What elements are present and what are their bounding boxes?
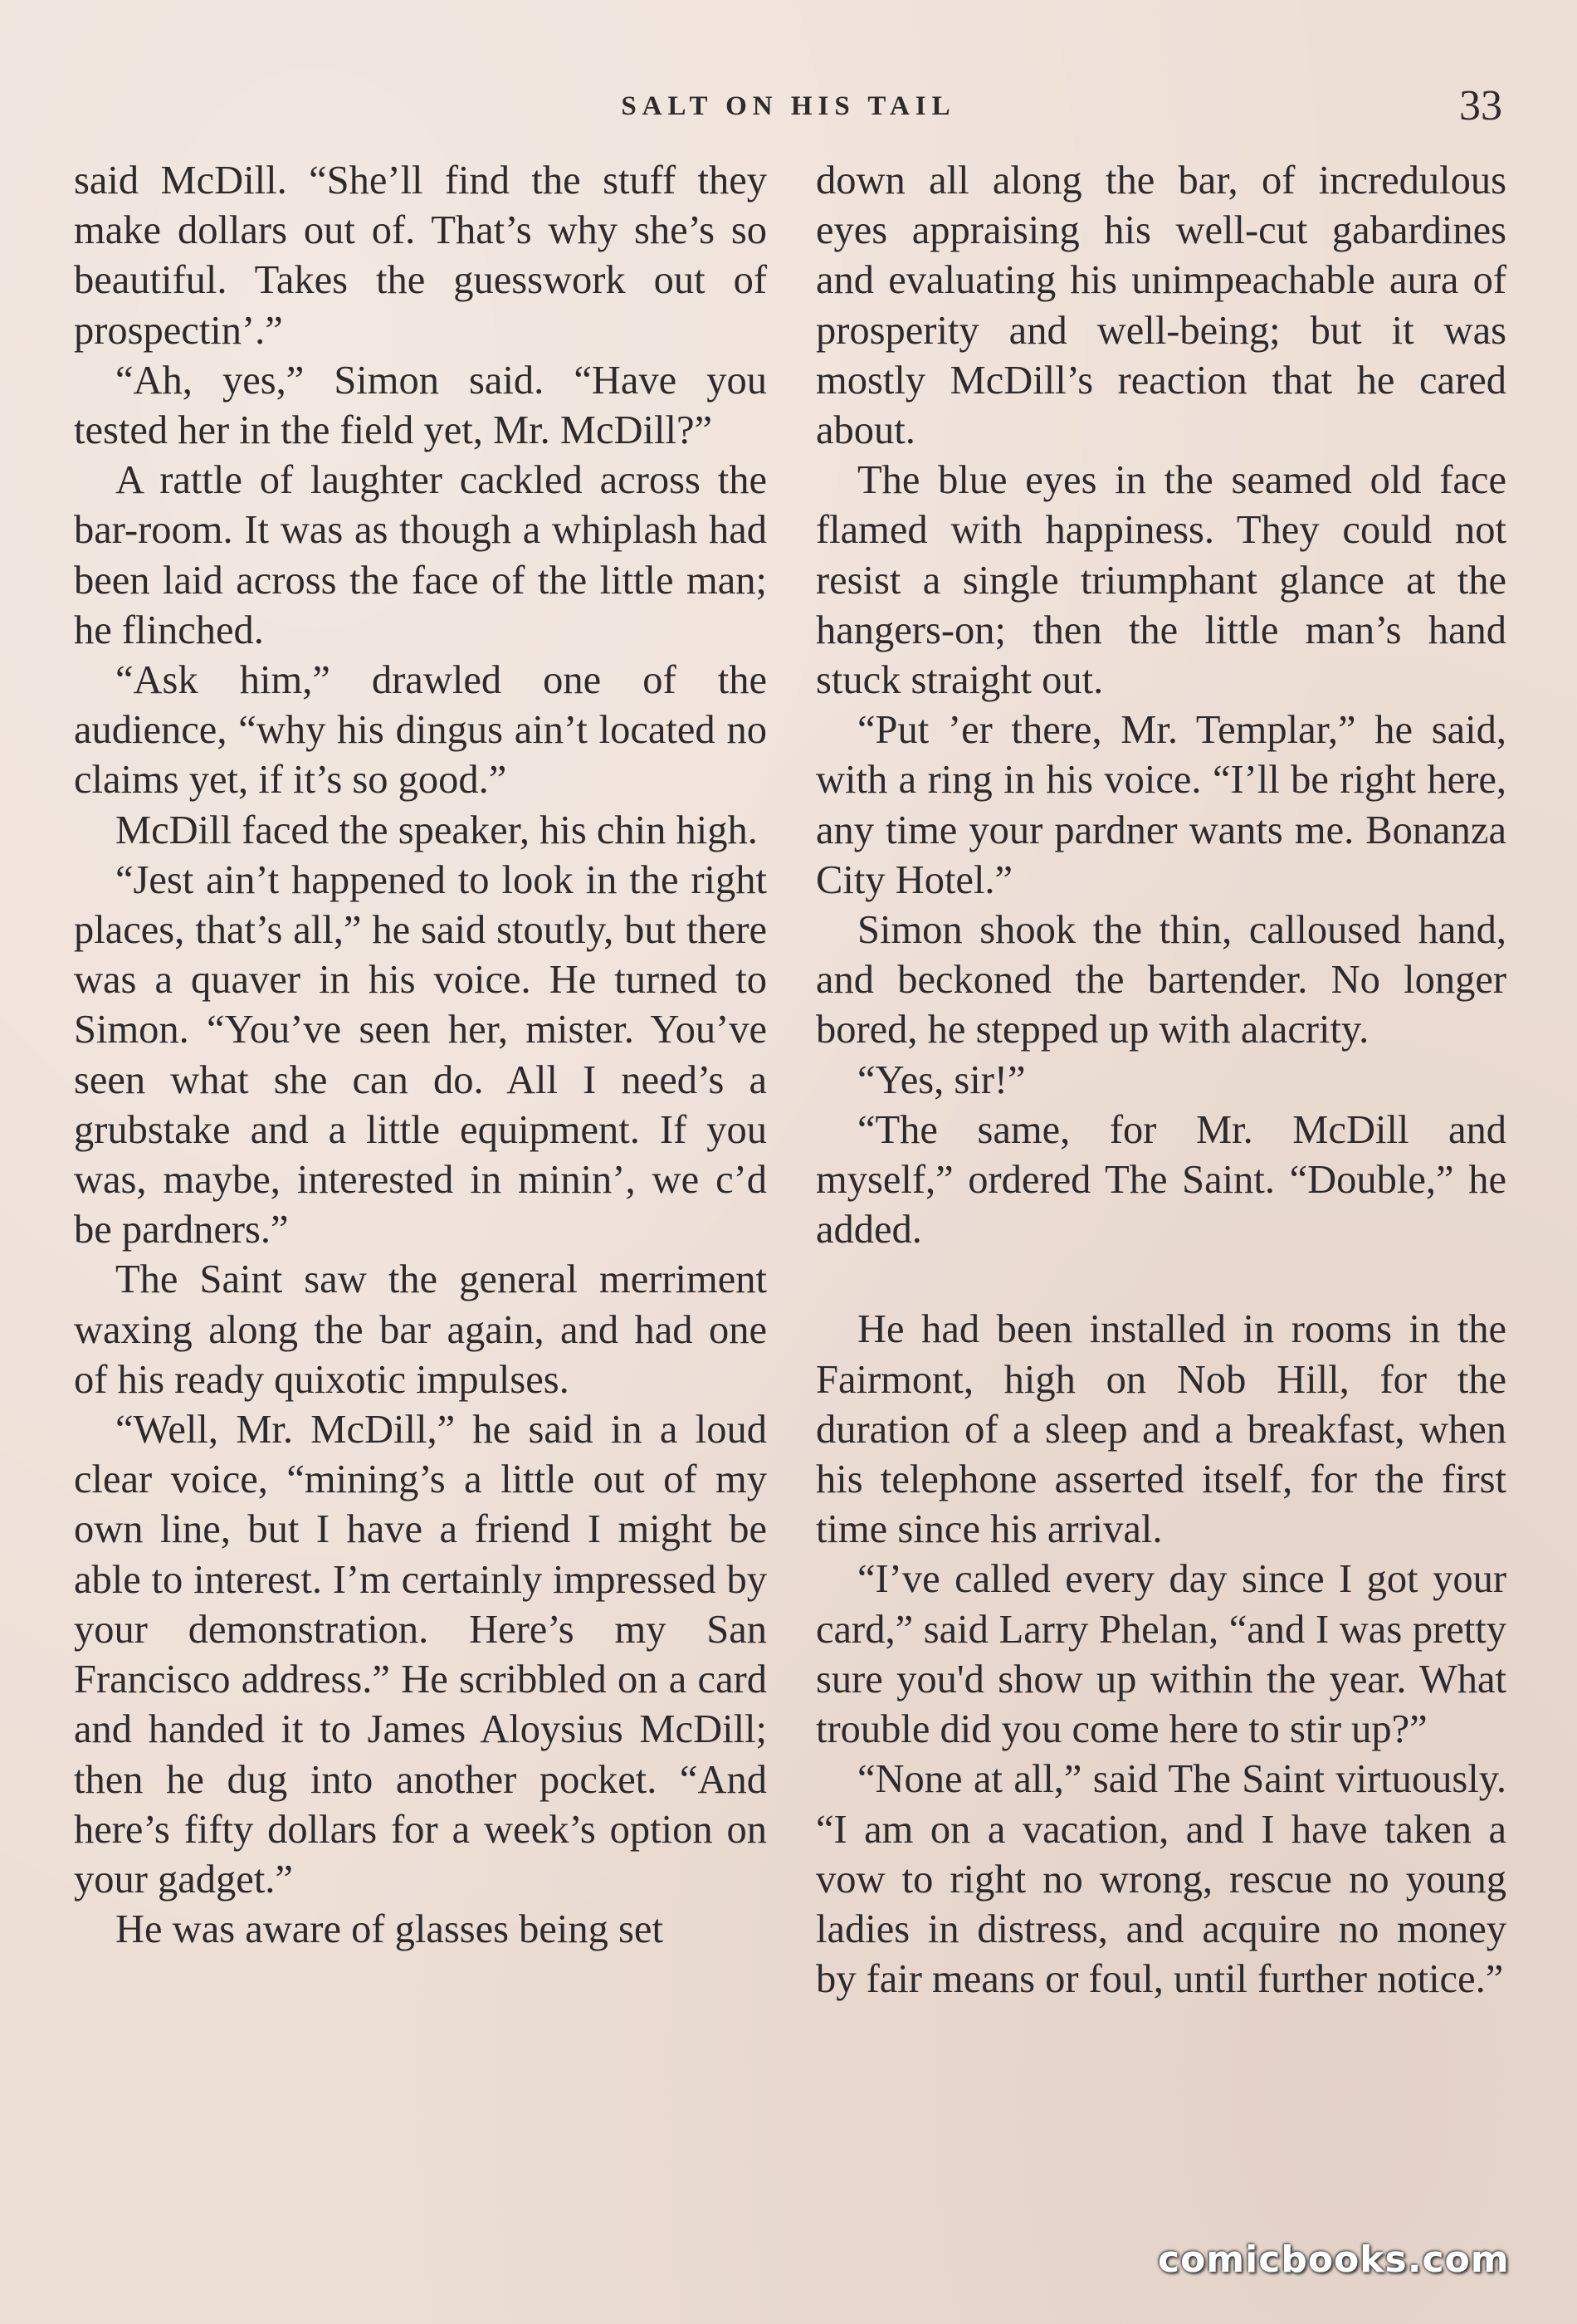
paragraph: “The same, for Mr. McDill and myself,” ordered The Saint. “Double,” he added. bbox=[816, 1107, 1506, 1252]
paragraph: “Jest ain’t happened to look in the right places, that’s all,” he said stoutly, but there was a quaver in his voice. He turned to Simon. “You’ve seen her, mister. You’ve seen what she can do. All I need’s a grubstake and a little equipment. If you was, maybe, interested in minin’, we c’d be pardners.” bbox=[74, 857, 767, 1252]
paragraph: “Well, Mr. McDill,” he said in a loud clear voice, “mining’s a little out of my own line, but I have a friend I might be able to interest. I’m certainly impressed by your demonstration. Here’s my San Francisco address.” He scribbled on a card and handed it to James Aloysius McDill; then he dug into another pocket. “And here’s fifty dollars for a week’s option on your gadget.” bbox=[74, 1408, 767, 1902]
paragraph: “I’ve called every day since I got your card,” said Larry Phelan, “and I was pretty sure you'd show up within the year. What trouble did you come here to stir up?” bbox=[816, 1557, 1506, 1752]
left-column bbox=[74, 156, 767, 1955]
paragraph: “Ah, yes,” Simon said. “Have you tested her in the field yet, Mr. McDill?” bbox=[74, 358, 767, 453]
site-watermark: comicbooks.com bbox=[1158, 2239, 1510, 2281]
paragraph: He was aware of glasses being set bbox=[115, 1907, 663, 1952]
paragraph: A rattle of laughter cackled across the bar-room. It was as though a whiplash had been laid across the face of the little man; he flinched. bbox=[74, 458, 767, 652]
paragraph: “Yes, sir!” bbox=[857, 1057, 1026, 1102]
paragraph: McDill faced the speaker, his chin high. bbox=[115, 808, 758, 852]
paragraph: “Ask him,” drawled one of the audience, “why his dingus ain’t located no claims yet, if it’s so good.” bbox=[74, 658, 767, 803]
paragraph: The Saint saw the general merriment waxing along the bar again, and had one of his ready quixotic impulses. bbox=[74, 1257, 767, 1402]
paragraph: “None at all,” said The Saint virtuously. “I am on a vacation, and I have taken a vow to right no wrong, rescue no young ladies in distress, and acquire no money by fair means or foul, until further notice.” bbox=[816, 1757, 1506, 2002]
paragraph: Simon shook the thin, calloused hand, and beckoned the bartender. No longer bored, he stepped up with alacrity. bbox=[816, 908, 1506, 1052]
page-number: 33 bbox=[1459, 82, 1502, 129]
running-head: SALT ON HIS TAIL bbox=[621, 91, 956, 121]
paragraph: The blue eyes in the seamed old face flamed with happiness. They could not resist a single triumphant glance at the hangers-on; then the little man’s hand stuck straight out. bbox=[816, 458, 1506, 703]
paragraph: down all along the bar, of incredulous eyes appraising his well-cut gabardines and evaluating his unimpeachable aura of prosperity and well-being; but it was mostly McDill’s reaction that he cared about. bbox=[816, 159, 1506, 453]
paragraph: “Put ’er there, Mr. Templar,” he said, with a ring in his voice. “I’ll be right here, any time your pardner wants me. Bonanza City Hotel.” bbox=[816, 708, 1506, 902]
paragraph: said McDill. “She’ll find the stuff they make dollars out of. That’s why she’s so beautiful. Takes the guesswork out of prospectin’.” bbox=[74, 159, 767, 353]
right-column bbox=[816, 156, 1506, 2004]
paragraph: He had been installed in rooms in the Fairmont, high on Nob Hill, for the duration of a sleep and a breakfast, when his telephone asserted itself, for the first time since his arrival. bbox=[816, 1307, 1506, 1552]
